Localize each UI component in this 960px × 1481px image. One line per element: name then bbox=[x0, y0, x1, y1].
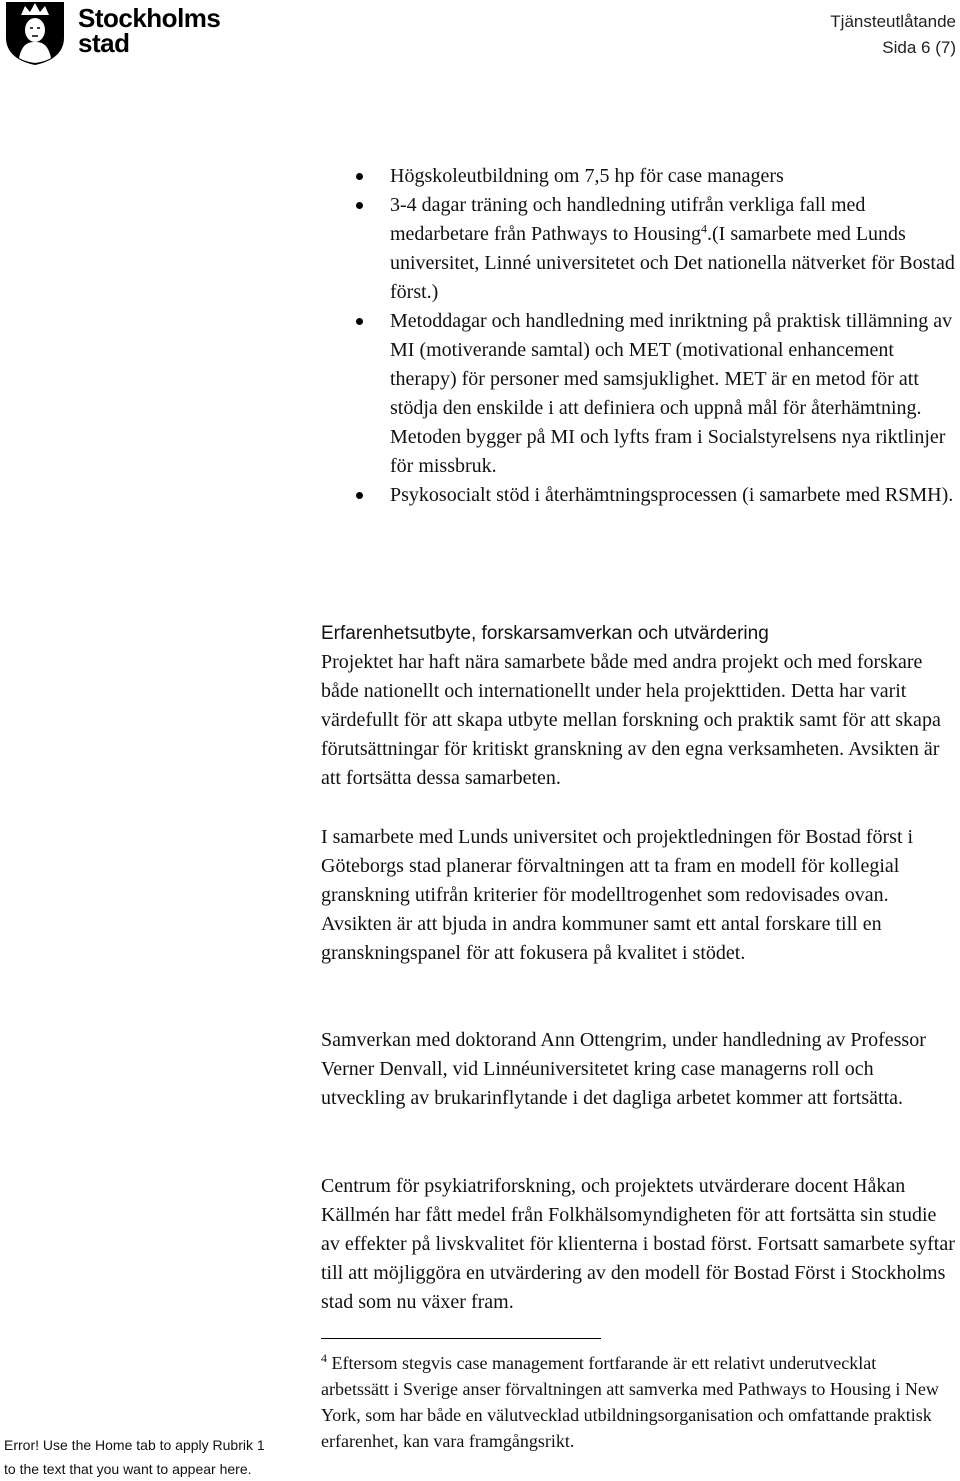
footnote-number: 4 bbox=[321, 1351, 327, 1365]
list-item: Metoddagar och handledning med inriktning på praktisk tillämning av MI (motiverande samtal) och MET (motivational enhancement therapy) för personer med samsjuklighet. MET är en metod för att stödja den enskilde i att definiera och uppnå mål för återhämtning. Metoden bygger på MI och lyfts fram i Socialstyrelsens nya riktlinjer för missbruk. bbox=[390, 307, 956, 481]
logo-wordmark bbox=[78, 3, 221, 58]
document-header-info bbox=[830, 9, 956, 61]
section-heading: Erfarenhetsutbyte, forskarsamverkan och utvärdering bbox=[321, 623, 769, 644]
stockholms-stad-logo bbox=[4, 0, 234, 66]
logo-line-2: stad bbox=[78, 28, 130, 58]
paragraph: I samarbete med Lunds universitet och projektledningen för Bostad först i Göteborgs stad planerar förvaltningen att ta fram en modell för kollegial granskning utifrån kriterier för modelltrogenhet som redovisades ovan. Avsikten är att bjuda in andra kommuner samt ett antal forskare till en granskningspanel för att fokusera på kvalitet i stödet. bbox=[321, 826, 914, 964]
list-item bbox=[390, 191, 956, 307]
paragraph: Projektet har haft nära samarbete både med andra projekt och med forskare både nationellt och internationellt under hela projekttiden. Detta har varit värdefullt för att skapa utbyte mellan forskning och praktik samt för att skapa förutsättningar för kritiskt granskning av den egna verksamheten. Avsikten är att fortsätta dessa samarbeten. bbox=[321, 651, 941, 789]
footer-line-2: to the text that you want to appear here. bbox=[4, 1461, 252, 1477]
logo-line-1: Stockholms bbox=[78, 3, 221, 33]
list-item: Högskoleutbildning om 7,5 hp för case managers bbox=[390, 162, 956, 191]
footnote-separator bbox=[321, 1338, 601, 1339]
list-item: Psykosocialt stöd i återhämtningsprocessen (i samarbete med RSMH). bbox=[390, 481, 956, 510]
footer-line-1: Error! Use the Home tab to apply Rubrik 1 bbox=[4, 1437, 265, 1453]
bullet-list bbox=[390, 162, 956, 510]
list-item-text: .(I samarbete med Lunds universitet, Linné universitetet och Det nationella nätverket för Bostad först.) bbox=[390, 223, 955, 303]
footnote-reference: 4 bbox=[701, 221, 708, 236]
paragraph: Samverkan med doktorand Ann Ottengrim, under handledning av Professor Verner Denvall, vid Linnéuniversitetet kring case managerns roll och utveckling av brukarinflytande i det dagliga arbetet kommer att fortsätta. bbox=[321, 1029, 926, 1109]
footnote bbox=[321, 1350, 941, 1454]
page-number: Sida 6 (7) bbox=[882, 38, 956, 57]
footnote-text: Eftersom stegvis case management fortfarande är ett relativt underutvecklat arbetssätt i Sverige anser förvaltningen att samverka med Pathways to Housing i New York, som har både en välutvecklad utbildningsorganisation och omfattande praktisk erfarenhet, kan vara framgångsrikt. bbox=[321, 1353, 939, 1451]
paragraph: Centrum för psykiatriforskning, och projektets utvärderare docent Håkan Källmén har fått medel från Folkhälsomyndigheten för att fortsätta sin studie av effekter på livskvalitet för klienterna i bostad först. Fortsatt samarbete syftar till att möjliggöra en utvärdering av den modell för Bostad Först i Stockholms stad som nu växer fram. bbox=[321, 1175, 955, 1313]
footer-error-text bbox=[4, 1433, 294, 1481]
stockholm-crown-head-emblem-icon bbox=[4, 0, 66, 66]
document-type: Tjänsteutlåtande bbox=[830, 12, 956, 31]
list-item-text: 3-4 dagar träning och handledning utifrån verkliga fall med medarbetare från Pathways to Housing bbox=[390, 194, 866, 245]
